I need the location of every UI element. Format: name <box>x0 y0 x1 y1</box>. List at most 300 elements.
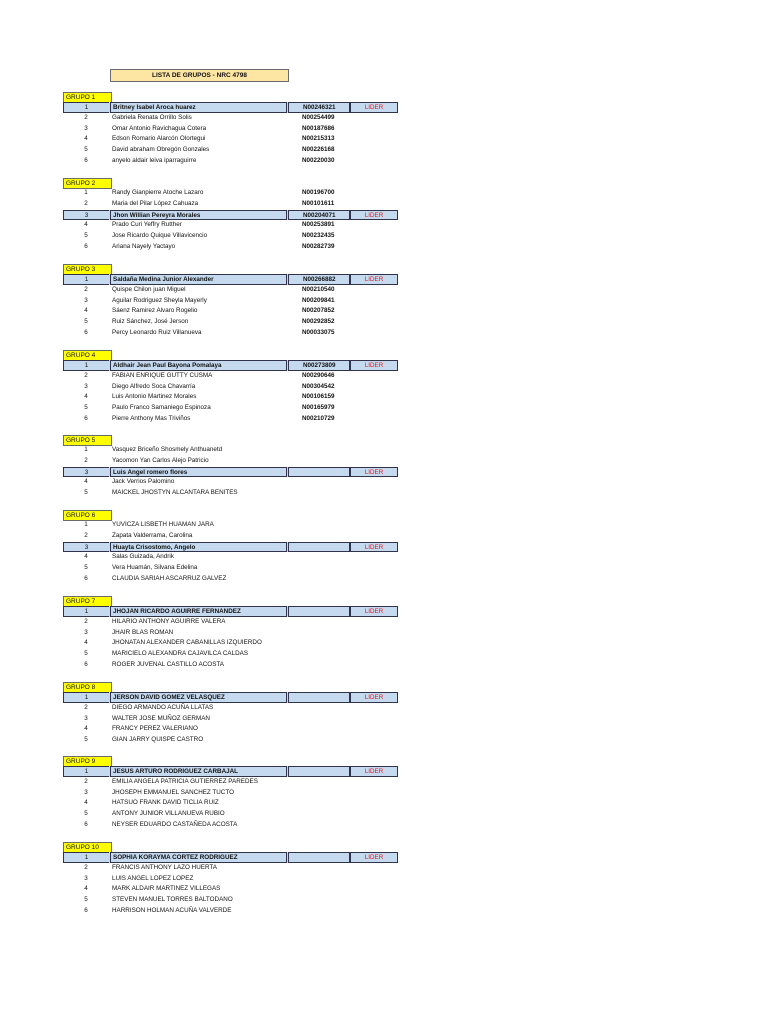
member-number: 2 <box>84 199 88 207</box>
member-number: 1 <box>63 274 109 285</box>
member-role <box>350 317 398 328</box>
member-number: 4 <box>84 553 88 561</box>
member-role <box>350 563 398 574</box>
member-role <box>350 392 398 403</box>
member-row <box>63 414 398 425</box>
member-row <box>63 820 398 831</box>
member-code <box>288 456 350 467</box>
member-row <box>63 242 398 253</box>
member-name: DIEGO ARMANDO ACUÑA LLATAS <box>112 703 214 711</box>
member-name: CLAUDIA SARIAH ASCARRUZ GALVEZ <box>112 574 227 582</box>
member-number: 1 <box>63 606 109 617</box>
member-name: Pierre Anthony Mas Triviños <box>112 414 191 422</box>
member-number: 1 <box>63 852 109 863</box>
member-code: N00246321 <box>288 102 350 113</box>
member-number: 3 <box>63 210 109 221</box>
member-code: N00204071 <box>288 210 350 221</box>
group-label: GRUPO 5 <box>63 435 112 446</box>
member-name: STEVEN MANUEL TORRES BALTODANO <box>112 896 233 903</box>
member-name: Paulo Franco Samaniego Espinoza <box>112 404 211 411</box>
member-row <box>63 574 398 585</box>
member-number: 4 <box>84 725 88 733</box>
member-role <box>350 456 398 467</box>
member-name: Ariana Nayely Yactayo <box>112 242 176 250</box>
member-code: N00106159 <box>302 393 335 401</box>
member-role <box>350 660 398 671</box>
member-row <box>63 884 398 895</box>
member-row <box>63 777 398 788</box>
member-name: JHOJAN RICARDO AGUIRRE FERNANDEZ <box>110 606 287 617</box>
member-name: Jhon Willian Pereyra Morales <box>110 210 287 221</box>
member-number: 2 <box>84 531 88 539</box>
member-number: 5 <box>84 736 88 743</box>
leader-row <box>63 102 398 113</box>
member-name: JESUS ARTURO RODRIGUEZ CARBAJAL <box>110 766 287 777</box>
member-row <box>63 231 398 242</box>
leader-row <box>63 542 398 553</box>
group-label: GRUPO 8 <box>63 682 112 693</box>
member-number: 6 <box>84 820 88 828</box>
member-row <box>63 863 398 874</box>
member-row <box>63 285 398 296</box>
member-number: 2 <box>84 703 88 711</box>
member-row <box>63 371 398 382</box>
member-role: LIDER <box>350 692 398 703</box>
member-name: HILARIO ANTHONY AGUIRRE VALERA <box>112 617 226 625</box>
member-name: WALTER JOSE MUÑOZ GERMAN <box>112 714 210 722</box>
member-name: Gabriela Renata Orrillo Solis <box>112 113 192 121</box>
member-number: 2 <box>84 285 88 293</box>
member-role <box>350 382 398 393</box>
member-code <box>288 660 350 671</box>
member-name: Luis Angel romero flores <box>110 467 287 478</box>
member-code: N00232435 <box>302 232 335 239</box>
member-number: 4 <box>84 885 88 893</box>
leader-row <box>63 274 398 285</box>
member-row <box>63 906 398 917</box>
member-code <box>288 874 350 885</box>
member-name: Zapata Valderrama, Carolina <box>112 531 193 539</box>
member-number: 6 <box>84 156 88 164</box>
member-role <box>350 906 398 917</box>
member-name: HARRISON HOLMAN ACUÑA VALVERDE <box>112 906 232 914</box>
member-role <box>350 735 398 746</box>
member-number: 1 <box>84 521 88 528</box>
member-code <box>288 445 350 456</box>
member-number: 5 <box>84 810 88 817</box>
member-name: JHONATAN ALEXANDER CABANILLAS IZQUIERDO <box>112 639 262 647</box>
member-name: Jack Verrios Palomino <box>112 478 175 486</box>
member-role <box>350 328 398 339</box>
member-code <box>288 863 350 874</box>
member-role: LIDER <box>350 467 398 478</box>
member-name: anyelo aldair leiva iparraguirre <box>112 156 197 164</box>
member-row <box>63 617 398 628</box>
member-row <box>63 735 398 746</box>
member-role <box>350 306 398 317</box>
member-row <box>63 724 398 735</box>
leader-row <box>63 692 398 703</box>
member-name: MARICIELO ALEXANDRA CAJAVILCA CALDAS <box>112 650 249 657</box>
member-code: N00290646 <box>302 371 335 379</box>
member-row <box>63 296 398 307</box>
member-role <box>350 531 398 542</box>
member-role <box>350 145 398 156</box>
member-code: N00253891 <box>302 221 335 229</box>
member-name: Omar Antonio Ravichagua Cotera <box>112 124 207 132</box>
member-number: 2 <box>84 863 88 871</box>
member-role <box>350 874 398 885</box>
member-row <box>63 531 398 542</box>
member-number: 5 <box>84 896 88 903</box>
member-code <box>288 692 350 703</box>
member-number: 5 <box>84 650 88 657</box>
member-role <box>350 220 398 231</box>
member-code <box>288 606 350 617</box>
member-name: JERSON DAVID GOMEZ VELASQUEZ <box>110 692 287 703</box>
member-role: LIDER <box>350 606 398 617</box>
member-code: N00210729 <box>302 414 335 422</box>
member-role <box>350 777 398 788</box>
member-code <box>288 552 350 563</box>
member-role <box>350 414 398 425</box>
group-label: GRUPO 6 <box>63 510 112 521</box>
member-code <box>288 531 350 542</box>
member-role <box>350 798 398 809</box>
member-number: 3 <box>63 542 109 553</box>
leader-row <box>63 467 398 478</box>
member-number: 3 <box>84 628 88 636</box>
member-number: 1 <box>84 189 88 196</box>
member-role <box>350 724 398 735</box>
member-row <box>63 156 398 167</box>
member-number: 2 <box>84 371 88 379</box>
member-name: Saldaña Medina Junior Alexander <box>110 274 287 285</box>
member-row <box>63 628 398 639</box>
member-number: 6 <box>84 242 88 250</box>
member-number: 6 <box>84 328 88 336</box>
member-code <box>288 542 350 553</box>
member-role <box>350 649 398 660</box>
member-name: MAICKEL JHOSTYN ALCANTARA BENITES <box>112 489 238 496</box>
member-number: 2 <box>84 456 88 464</box>
member-row <box>63 220 398 231</box>
member-name: YUVICZA LISBETH HUAMAN JARA <box>112 521 214 528</box>
member-code <box>288 724 350 735</box>
member-code: N00304542 <box>302 382 335 390</box>
member-role <box>350 124 398 135</box>
member-code <box>288 906 350 917</box>
member-role <box>350 296 398 307</box>
member-row <box>63 714 398 725</box>
member-number: 6 <box>84 660 88 668</box>
member-role <box>350 714 398 725</box>
member-role <box>350 477 398 488</box>
member-code <box>288 809 350 820</box>
member-code <box>288 628 350 639</box>
member-name: Vera Huamán, Silvana Edelina <box>112 564 198 571</box>
member-name: Huayta Crisostomo, Angelo <box>110 542 287 553</box>
page-title: LISTA DE GRUPOS - NRC 4798 <box>110 69 289 82</box>
member-role: LIDER <box>350 102 398 113</box>
member-role <box>350 574 398 585</box>
member-code: N00220030 <box>302 156 335 164</box>
member-name: LUIS ANGEL LOPEZ LOPEZ <box>112 874 194 882</box>
member-number: 5 <box>84 146 88 153</box>
leader-row <box>63 360 398 371</box>
member-code <box>288 777 350 788</box>
member-code: N00209841 <box>302 296 335 304</box>
member-number: 1 <box>63 102 109 113</box>
member-number: 2 <box>84 617 88 625</box>
member-code: N00207852 <box>302 307 335 315</box>
member-code: N00101611 <box>302 199 335 207</box>
member-role <box>350 628 398 639</box>
member-row <box>63 306 398 317</box>
member-name: Britney Isabel Aroca huarez <box>110 102 287 113</box>
member-role <box>350 134 398 145</box>
member-row <box>63 188 398 199</box>
member-row <box>63 134 398 145</box>
member-row <box>63 445 398 456</box>
member-row <box>63 703 398 714</box>
member-name: Sáenz Ramirez Alvaro Rogelio <box>112 307 198 315</box>
member-code <box>288 766 350 777</box>
member-name: Salas Guizada, Andrik <box>112 553 174 561</box>
member-role <box>350 617 398 628</box>
member-number: 4 <box>84 307 88 315</box>
member-code: N00254499 <box>302 113 335 121</box>
member-role <box>350 788 398 799</box>
member-number: 6 <box>84 906 88 914</box>
member-code: N00165979 <box>302 404 335 411</box>
member-number: 4 <box>84 478 88 486</box>
member-role: LIDER <box>350 360 398 371</box>
member-number: 5 <box>84 489 88 496</box>
member-number: 4 <box>84 221 88 229</box>
leader-row <box>63 210 398 221</box>
member-role <box>350 231 398 242</box>
member-number: 1 <box>63 766 109 777</box>
member-code: N00210540 <box>302 285 335 293</box>
member-role <box>350 199 398 210</box>
member-row <box>63 145 398 156</box>
member-name: Randy Gianpierre Atoche Lazaro <box>112 189 204 196</box>
member-number: 1 <box>63 360 109 371</box>
member-name: Aldhair Jean Paul Bayona Pomalaya <box>110 360 287 371</box>
member-row <box>63 809 398 820</box>
member-row <box>63 520 398 531</box>
member-number: 3 <box>84 714 88 722</box>
member-code <box>288 649 350 660</box>
member-name: Luis Antonio Martinez Morales <box>112 393 197 401</box>
member-name: GIAN JARRY QUISPE CASTRO <box>112 736 204 743</box>
member-name: FABIAN ENRIQUE GUTTY CUSMA <box>112 371 213 379</box>
member-row <box>63 317 398 328</box>
member-row <box>63 199 398 210</box>
group-label: GRUPO 1 <box>63 92 112 103</box>
member-code <box>288 735 350 746</box>
member-number: 2 <box>84 113 88 121</box>
member-number: 6 <box>84 414 88 422</box>
member-number: 5 <box>84 232 88 239</box>
member-role <box>350 863 398 874</box>
member-row <box>63 798 398 809</box>
member-row <box>63 456 398 467</box>
member-code: N00292852 <box>302 318 335 325</box>
member-row <box>63 403 398 414</box>
member-code <box>288 520 350 531</box>
member-number: 3 <box>63 467 109 478</box>
member-code <box>288 488 350 499</box>
group-label: GRUPO 9 <box>63 756 112 767</box>
member-code <box>288 852 350 863</box>
member-name: Vasquez Briceño Shosmely Anthuanetd <box>112 446 223 453</box>
member-role <box>350 520 398 531</box>
member-number: 4 <box>84 135 88 143</box>
member-row <box>63 660 398 671</box>
member-role: LIDER <box>350 542 398 553</box>
member-name: Ruiz Sánchez, José Jerson <box>112 318 189 325</box>
member-name: JHAIR BLAS ROMAN <box>112 628 174 636</box>
member-role <box>350 188 398 199</box>
member-row <box>63 392 398 403</box>
member-row <box>63 563 398 574</box>
member-role <box>350 884 398 895</box>
member-number: 2 <box>84 777 88 785</box>
member-role: LIDER <box>350 210 398 221</box>
member-row <box>63 328 398 339</box>
member-name: Maria del Pilar López Cahuaza <box>112 199 199 207</box>
member-number: 6 <box>84 574 88 582</box>
member-name: SOPHIA KORAYMA CORTEZ RODRIGUEZ <box>110 852 287 863</box>
member-name: Yacomon Yan Carlos Alejo Patricio <box>112 456 209 464</box>
member-number: 3 <box>84 296 88 304</box>
member-code <box>288 703 350 714</box>
group-label: GRUPO 2 <box>63 178 112 189</box>
member-name: Percy Leonardo Ruiz Villanueva <box>112 328 202 336</box>
member-role <box>350 703 398 714</box>
member-row <box>63 488 398 499</box>
member-role <box>350 445 398 456</box>
member-number: 3 <box>84 874 88 882</box>
member-number: 3 <box>84 124 88 132</box>
member-name: Edson Romario Alarcón Olortegui <box>112 135 206 143</box>
member-row <box>63 895 398 906</box>
member-code: N00266882 <box>288 274 350 285</box>
member-role <box>350 242 398 253</box>
member-code: N00215313 <box>302 135 335 143</box>
member-number: 3 <box>84 788 88 796</box>
member-code: N00226168 <box>302 146 335 153</box>
leader-row <box>63 852 398 863</box>
member-number: 5 <box>84 318 88 325</box>
member-row <box>63 638 398 649</box>
member-code <box>288 798 350 809</box>
member-role <box>350 403 398 414</box>
member-number: 4 <box>84 639 88 647</box>
member-code <box>288 563 350 574</box>
member-name: Prado Curi Yeffry Rutther <box>112 221 182 229</box>
member-code <box>288 574 350 585</box>
member-code <box>288 895 350 906</box>
member-row <box>63 552 398 563</box>
member-code: N00033075 <box>302 328 335 336</box>
member-number: 4 <box>84 799 88 807</box>
member-code <box>288 714 350 725</box>
member-name: Aguilar Rodriguez Sheyla Mayerly <box>112 296 207 304</box>
member-number: 4 <box>84 393 88 401</box>
member-number: 5 <box>84 564 88 571</box>
member-role <box>350 895 398 906</box>
member-number: 3 <box>84 382 88 390</box>
member-code <box>288 884 350 895</box>
leader-row <box>63 766 398 777</box>
member-name: FRANCIS ANTHONY LAZO HUERTA <box>112 863 217 871</box>
member-code: N00282739 <box>302 242 335 250</box>
member-row <box>63 874 398 885</box>
member-code <box>288 638 350 649</box>
member-code <box>288 820 350 831</box>
member-code <box>288 788 350 799</box>
member-role <box>350 809 398 820</box>
member-number: 5 <box>84 404 88 411</box>
member-name: Quispe Chilon juan Miguel <box>112 285 186 293</box>
group-label: GRUPO 4 <box>63 350 112 361</box>
member-name: ROGER JUVENAL CASTILLO ACOSTA <box>112 660 224 668</box>
member-code: N00196700 <box>302 189 335 196</box>
member-role <box>350 285 398 296</box>
member-code: N00187686 <box>302 124 335 132</box>
member-name: HATSUO FRANK DAVID TICLIA RUIZ <box>112 799 219 807</box>
member-name: David abraham Obregón Gonzales <box>112 146 210 153</box>
group-label: GRUPO 10 <box>63 842 112 853</box>
member-code <box>288 617 350 628</box>
member-role <box>350 820 398 831</box>
member-row <box>63 124 398 135</box>
member-role: LIDER <box>350 274 398 285</box>
member-row <box>63 788 398 799</box>
member-role <box>350 371 398 382</box>
member-name: FRANCY PEREZ VALERIANO <box>112 725 198 733</box>
group-label: GRUPO 3 <box>63 264 112 275</box>
member-name: Diego Alfredo Soca Chavarría <box>112 382 196 390</box>
member-role <box>350 638 398 649</box>
member-role: LIDER <box>350 852 398 863</box>
member-role <box>350 113 398 124</box>
member-role <box>350 488 398 499</box>
member-code <box>288 467 350 478</box>
member-name: Jose Ricardo Quique Villavicencio <box>112 232 208 239</box>
member-name: MARK ALDAIR MARTINEZ VILLEGAS <box>112 885 221 893</box>
member-code <box>288 477 350 488</box>
member-name: JHOSEPH EMMANUEL SANCHEZ TUCTO <box>112 788 234 796</box>
member-name: EMILIA ANGELA PATRICIA GUTIERREZ PAREDES <box>112 777 258 785</box>
member-role <box>350 156 398 167</box>
member-row <box>63 113 398 124</box>
member-name: ANTONY JUNIOR VILLANUEVA RUBIO <box>112 810 225 817</box>
member-number: 1 <box>63 692 109 703</box>
member-row <box>63 382 398 393</box>
member-role <box>350 552 398 563</box>
member-role: LIDER <box>350 766 398 777</box>
member-number: 1 <box>84 446 88 453</box>
member-name: NEYSER EDUARDO CASTAÑEDA ACOSTA <box>112 820 238 828</box>
member-row <box>63 477 398 488</box>
group-label: GRUPO 7 <box>63 596 112 607</box>
leader-row <box>63 606 398 617</box>
member-code: N00273809 <box>288 360 350 371</box>
